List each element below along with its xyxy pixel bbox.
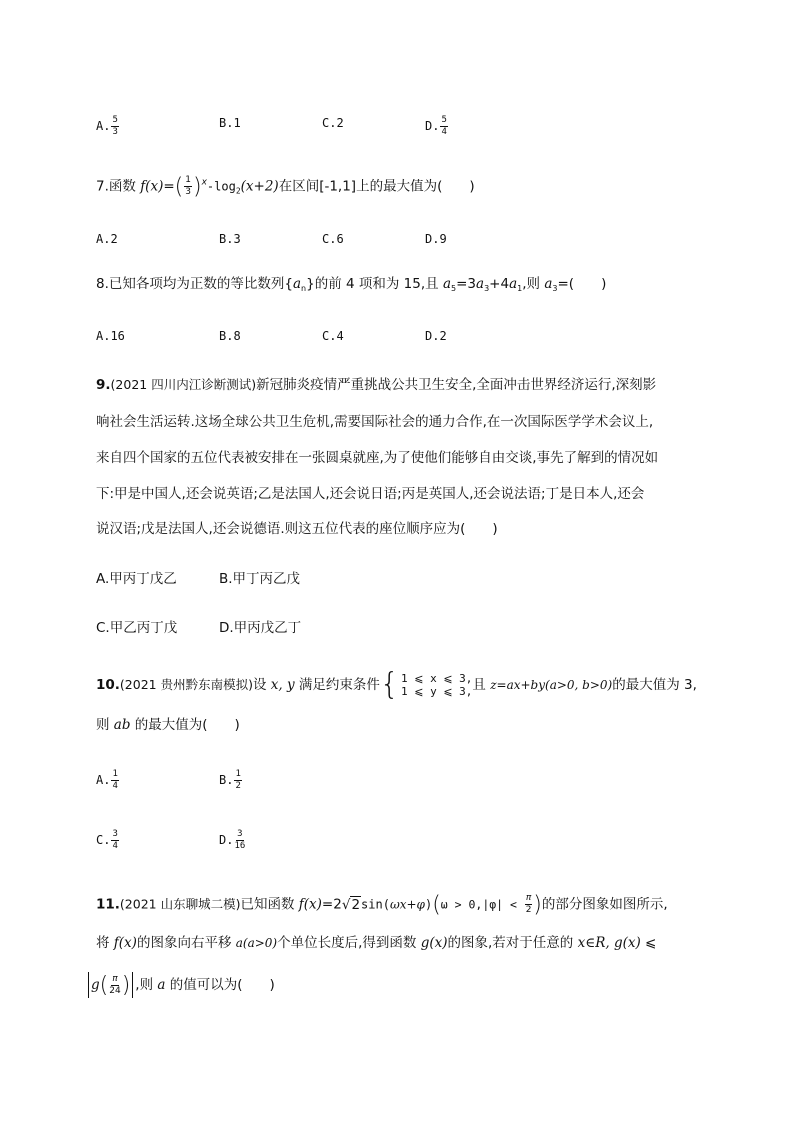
q7-option-b: B.3: [219, 232, 241, 246]
q7-exponent: x: [201, 177, 207, 188]
q7-eq: =: [163, 178, 175, 195]
q6-option-a-label: A.: [96, 119, 111, 133]
q6-option-b: B.1: [219, 116, 241, 130]
abs-right-bar: [132, 972, 133, 998]
abs-left-bar: [88, 972, 89, 998]
q9-line5: 说汉语;戊是法国人,还会说德语.则这五位代表的座位顺序应为( ): [96, 521, 498, 537]
q6-option-d-fraction: $\frac{5}{4}$: [441, 115, 447, 137]
q7-option-c: C.6: [322, 232, 344, 246]
q11-line1: 11.(2021 山东聊城二模)已知函数 f(x)=2√2sin(ωx+φ)(ω > 0,|φ| < $\frac{\pi}{2}$ )的部分图象如图所示,: [96, 892, 668, 918]
q7-log-arg: (x+2): [240, 178, 279, 195]
q7-stem: 7.函数 f(x)=( $\frac{1}{3}$ )$^x-\log_2(x+2)$在区间[-1,1]上的最大值为( ): [96, 174, 475, 200]
q9-option-d: D.甲丙戊乙丁: [219, 620, 302, 636]
q8-text2: }的前 4 项和为 15,且: [306, 276, 443, 292]
q10-number: 10.: [96, 677, 120, 693]
q10-option-c: C. $\frac{3}{4}$: [96, 829, 118, 851]
q10-line1: 10.(2021 贵州黔东南模拟)设 x, y 满足约束条件 { 1 ⩽ x ⩽ 3, 1 ⩽ y ⩽ 3, 且 z=ax+by(a>0, b>0)的最大值为 3,: [96, 667, 697, 702]
q10-constraint-system: { 1 ⩽ x ⩽ 3, 1 ⩽ y ⩽ 3,: [379, 667, 473, 702]
q8-number: 8.: [96, 276, 109, 292]
q9-option-c: C.甲乙丙丁戊: [96, 620, 178, 636]
q9-source: (2021 四川内江诊断测试): [110, 377, 257, 392]
q7-option-d: D.9: [425, 232, 447, 246]
q10-source: (2021 贵州黔东南模拟): [119, 677, 253, 692]
q10-line2: 则 ab 的最大值为( ): [96, 717, 240, 733]
q9-line3: 来自四个国家的五位代表被安排在一张圆桌就座,为了使他们能够自由交谈,事先了解到的情况如: [96, 450, 659, 466]
q7-number: 7.: [96, 178, 109, 195]
q8-option-d: D.2: [425, 329, 447, 343]
q7-fx: f(x): [140, 178, 164, 195]
q8-option-b: B.8: [219, 329, 241, 343]
q11-line3: g( $\frac{\pi}{24}$ ) ,则 a 的值可以为( ): [86, 972, 275, 998]
q11-line2: 将 f(x)的图象向右平移 a(a>0)个单位长度后,得到函数 g(x)的图象,若对于任意的 x∈R, g(x) ⩽: [96, 935, 657, 951]
q6-option-c: C.2: [322, 116, 344, 130]
q9-option-a: A.甲丙丁戊乙: [96, 571, 177, 587]
q8-option-a: A.16: [96, 329, 125, 343]
q8-stem: 8.已知各项均为正数的等比数列$\{a_n\}$的前 4 项和为 15,且 $a_5=3a_3+4a_1$,则 $a_3=$( ): [96, 276, 607, 293]
q10-option-d: D. $\frac{3}{16}$: [219, 829, 246, 851]
q6-option-d-label: D.: [425, 119, 440, 133]
q9-line1: 9.(2021 四川内江诊断测试)新冠肺炎疫情严重挑战公共卫生安全,全面冲击世界经济运行,深刻影: [96, 377, 657, 393]
q11-number: 11.: [96, 896, 120, 913]
q10-objective: z=ax+by(a>0, b>0): [490, 678, 613, 692]
q8-text1: 已知各项均为正数的等比数列{: [108, 276, 293, 292]
q7-post: 在区间[-1,1]上的最大值为( ): [278, 178, 475, 195]
q7-option-a: A.2: [96, 232, 118, 246]
q10-option-b: B. $\frac{1}{2}$: [219, 769, 241, 791]
q6-option-d: [425, 116, 449, 137]
q7-base-fraction: $\frac{1}{3}$: [185, 175, 191, 197]
q11-source: (2021 山东聊城二模): [119, 896, 241, 912]
q10-constraint-2: 1 ⩽ y ⩽ 3,: [400, 685, 473, 698]
q10-option-a: A. $\frac{1}{4}$: [96, 769, 118, 791]
q10-constraint-1: 1 ⩽ x ⩽ 3,: [400, 672, 473, 685]
q6-option-a: [96, 116, 120, 137]
q7-log: -log: [206, 179, 236, 194]
q9-option-b: B.甲丁丙乙戊: [219, 571, 301, 587]
q8-option-c: C.4: [322, 329, 344, 343]
q11-sqrt: √2: [341, 896, 361, 913]
q9-number: 9.: [96, 377, 111, 393]
q9-line2: 响社会生活运转.这场全球公共卫生危机,需要国际社会的通力合作,在一次国际医学学术会议上,: [96, 414, 654, 430]
q7-log-base: 2: [235, 186, 241, 196]
q6-option-a-fraction: $\frac{5}{3}$: [112, 115, 118, 137]
q9-line4: 下:甲是中国人,还会说英语;乙是法国人,还会说日语;丙是英国人,还会说法语;丁是日本人,还会: [96, 486, 645, 502]
q7-pre: 函数: [108, 178, 136, 195]
